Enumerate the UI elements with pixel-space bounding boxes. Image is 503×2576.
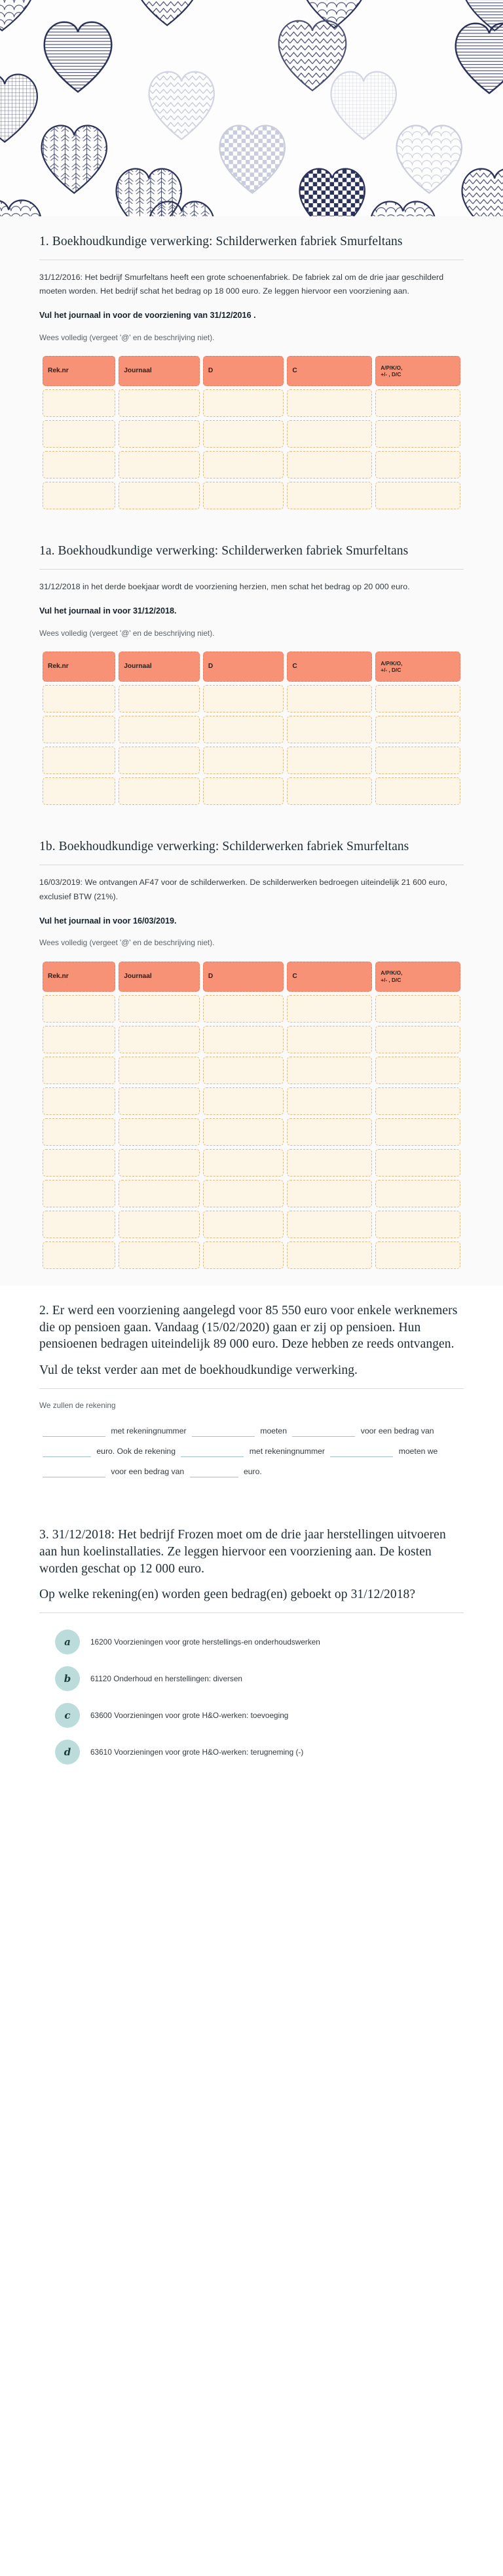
journal-row xyxy=(43,451,460,478)
journal-input-cell[interactable] xyxy=(287,777,372,805)
journal-body-1b xyxy=(43,995,460,1269)
section-2-instruction: Vul de tekst verder aan met de boekhoudkundige verwerking. xyxy=(39,1363,358,1378)
section-3-question: Op welke rekening(en) worden geen bedrag(en) geboekt op 31/12/2018? xyxy=(39,1588,416,1602)
apko-line-2: +/- , D/C xyxy=(381,371,401,378)
journal-body-1 xyxy=(43,389,460,509)
journal-table-1 xyxy=(39,353,464,513)
blank-input-7[interactable] xyxy=(43,1466,105,1477)
journal-input-cell[interactable] xyxy=(43,685,115,712)
journal-input-cell[interactable] xyxy=(375,1087,460,1115)
journal-input-cell[interactable] xyxy=(287,1149,372,1177)
decorative-heart-banner xyxy=(0,0,503,216)
journal-input-cell[interactable] xyxy=(119,1057,200,1084)
section-1b-body: 16/03/2019: We ontvangen AF47 voor de schilderwerken. De schilderwerken bedroegen uiteindelijk 21 600 euro, exclusief BTW (21%). xyxy=(39,878,447,901)
fill-in-the-blank-text xyxy=(39,1421,464,1482)
journal-input-cell[interactable] xyxy=(203,1118,284,1146)
blank-input-4[interactable] xyxy=(43,1446,91,1457)
journal-input-cell[interactable] xyxy=(375,685,460,712)
fill-part-7: voor een bedrag van xyxy=(111,1466,185,1476)
section-1b-title: 1b. Boekhoudkundige verwerking: Schilderwerken fabriek Smurfeltans xyxy=(39,840,409,854)
journal-input-cell[interactable] xyxy=(203,389,284,417)
option-letter-badge: b xyxy=(55,1666,80,1691)
journal-input-cell[interactable] xyxy=(375,451,460,478)
divider xyxy=(39,1388,464,1389)
journal-row xyxy=(43,685,460,712)
journal-input-cell[interactable] xyxy=(43,1211,115,1238)
column-header-journaal: Journaal xyxy=(119,356,200,386)
column-header-apko xyxy=(375,962,460,992)
journal-input-cell[interactable] xyxy=(119,1180,200,1207)
journal-input-cell[interactable] xyxy=(203,1026,284,1053)
divider xyxy=(39,1612,464,1613)
journal-input-cell[interactable] xyxy=(43,420,115,448)
answer-option-b[interactable] xyxy=(39,1660,464,1697)
journal-input-cell[interactable] xyxy=(203,995,284,1023)
section-3 xyxy=(0,1510,503,1794)
option-label: 63610 Voorzieningen voor grote H&O-werken: terugneming (-) xyxy=(90,1747,304,1757)
journal-input-cell[interactable] xyxy=(203,420,284,448)
journal-input-cell[interactable] xyxy=(119,685,200,712)
journal-input-cell[interactable] xyxy=(375,747,460,774)
section-1a xyxy=(0,526,503,821)
section-1-hint: Wees volledig (vergeet '@' en de beschrijving niet). xyxy=(39,332,215,342)
journal-input-cell[interactable] xyxy=(203,1211,284,1238)
journal-input-cell[interactable] xyxy=(43,1149,115,1177)
column-header-reknr: Rek.nr xyxy=(43,356,115,386)
journal-input-cell[interactable] xyxy=(119,420,200,448)
blank-input-5[interactable] xyxy=(181,1446,244,1457)
blank-input-1[interactable] xyxy=(43,1426,105,1437)
journal-input-cell[interactable] xyxy=(203,1241,284,1269)
section-3-title: 3. 31/12/2018: Het bedrijf Frozen moet om de drie jaar herstellingen uitvoeren aan hun koelinstallaties. Ze leggen hiervoor een voorziening aan. De kosten worden geschat op 12 000 euro. xyxy=(39,1528,446,1576)
journal-input-cell[interactable] xyxy=(43,777,115,805)
journal-row xyxy=(43,1149,460,1177)
column-header-apko xyxy=(375,356,460,386)
journal-header-row xyxy=(43,356,460,386)
journal-input-cell[interactable] xyxy=(119,995,200,1023)
section-1-title: 1. Boekhoudkundige verwerking: Schilderwerken fabriek Smurfeltans xyxy=(39,235,403,248)
journal-header-row xyxy=(43,962,460,992)
option-label: 16200 Voorzieningen voor grote herstellings-en onderhoudswerken xyxy=(90,1637,320,1647)
column-header-d: D xyxy=(203,356,284,386)
section-1b-instruction: Vul het journaal in voor 16/03/2019. xyxy=(39,916,177,926)
fill-part-6: moeten we xyxy=(398,1446,438,1456)
journal-input-cell[interactable] xyxy=(43,1118,115,1146)
section-2-title: 2. Er werd een voorziening aangelegd voor 85 550 euro voor enkele werknemers die op pensioen gaan. Vandaag (15/02/2020) gaan er zij op pensioen. Hun pensioenen bedragen uiteindelijk 89 000 euro. Deze hebben ze reeds ontvangen. xyxy=(39,1303,458,1352)
journal-input-cell[interactable] xyxy=(119,747,200,774)
section-1a-body: 31/12/2018 in het derde boekjaar wordt de voorziening herzien, men schat het bedrag op 20 000 euro. xyxy=(39,582,410,592)
journal-input-cell[interactable] xyxy=(375,482,460,509)
journal-row xyxy=(43,1087,460,1115)
apko-line-1: A/P/K/O, xyxy=(381,364,403,371)
journal-row xyxy=(43,777,460,805)
journal-input-cell[interactable] xyxy=(43,716,115,743)
column-header-d: D xyxy=(203,652,284,682)
journal-input-cell[interactable] xyxy=(119,451,200,478)
apko-line-1: A/P/K/O, xyxy=(381,969,403,977)
apko-line-2: +/- , D/C xyxy=(381,976,401,983)
journal-input-cell[interactable] xyxy=(287,482,372,509)
journal-row xyxy=(43,1241,460,1269)
column-header-reknr: Rek.nr xyxy=(43,652,115,682)
section-1b xyxy=(0,821,503,1285)
journal-row xyxy=(43,716,460,743)
journal-input-cell[interactable] xyxy=(287,389,372,417)
answer-option-a[interactable] xyxy=(39,1624,464,1660)
fill-part-5: met rekeningnummer xyxy=(249,1446,325,1456)
journal-input-cell[interactable] xyxy=(119,777,200,805)
option-label: 63600 Voorzieningen voor grote H&O-werken: toevoeging xyxy=(90,1710,289,1720)
fill-part-4: euro. Ook de rekening xyxy=(96,1446,176,1456)
journal-input-cell[interactable] xyxy=(43,1180,115,1207)
journal-input-cell[interactable] xyxy=(43,1057,115,1084)
journal-input-cell[interactable] xyxy=(287,420,372,448)
journal-input-cell[interactable] xyxy=(375,1026,460,1053)
journal-input-cell[interactable] xyxy=(119,482,200,509)
journal-body-1a xyxy=(43,685,460,805)
journal-input-cell[interactable] xyxy=(375,1057,460,1084)
column-header-journaal: Journaal xyxy=(119,652,200,682)
journal-row xyxy=(43,995,460,1023)
column-header-journaal: Journaal xyxy=(119,962,200,992)
journal-row xyxy=(43,420,460,448)
journal-input-cell[interactable] xyxy=(119,1118,200,1146)
journal-row xyxy=(43,482,460,509)
journal-input-cell[interactable] xyxy=(43,1087,115,1115)
journal-input-cell[interactable] xyxy=(287,1118,372,1146)
journal-input-cell[interactable] xyxy=(203,1057,284,1084)
blank-input-6[interactable] xyxy=(330,1446,393,1457)
journal-row xyxy=(43,1180,460,1207)
journal-input-cell[interactable] xyxy=(287,451,372,478)
journal-input-cell[interactable] xyxy=(43,747,115,774)
fill-part-8: euro. xyxy=(243,1466,262,1476)
journal-input-cell[interactable] xyxy=(375,1241,460,1269)
column-header-apko xyxy=(375,652,460,682)
section-1 xyxy=(0,216,503,526)
section-1a-title: 1a. Boekhoudkundige verwerking: Schilderwerken fabriek Smurfeltans xyxy=(39,544,409,558)
journal-input-cell[interactable] xyxy=(203,685,284,712)
column-header-reknr: Rek.nr xyxy=(43,962,115,992)
column-header-d: D xyxy=(203,962,284,992)
journal-input-cell[interactable] xyxy=(375,1180,460,1207)
divider xyxy=(39,569,464,570)
journal-input-cell[interactable] xyxy=(375,1118,460,1146)
apko-line-2: +/- , D/C xyxy=(381,667,401,674)
blank-input-3[interactable] xyxy=(292,1426,355,1437)
journal-row xyxy=(43,1026,460,1053)
journal-input-cell[interactable] xyxy=(287,1211,372,1238)
journal-input-cell[interactable] xyxy=(119,1241,200,1269)
journal-input-cell[interactable] xyxy=(43,482,115,509)
journal-input-cell[interactable] xyxy=(43,1026,115,1053)
journal-input-cell[interactable] xyxy=(287,685,372,712)
journal-row xyxy=(43,1211,460,1238)
blank-input-8[interactable] xyxy=(190,1466,238,1477)
journal-input-cell[interactable] xyxy=(287,1180,372,1207)
section-1-instruction: Vul het journaal in voor de voorziening van 31/12/2016 . xyxy=(39,311,256,321)
journal-input-cell[interactable] xyxy=(287,1057,372,1084)
journal-input-cell[interactable] xyxy=(203,747,284,774)
journal-header-row xyxy=(43,652,460,682)
section-1a-hint: Wees volledig (vergeet '@' en de beschrijving niet). xyxy=(39,628,215,638)
journal-input-cell[interactable] xyxy=(119,389,200,417)
journal-input-cell[interactable] xyxy=(287,1087,372,1115)
column-header-c: C xyxy=(287,356,372,386)
journal-input-cell[interactable] xyxy=(375,716,460,743)
apko-line-1: A/P/K/O, xyxy=(381,659,403,667)
answer-options-list xyxy=(39,1624,464,1770)
journal-input-cell[interactable] xyxy=(203,716,284,743)
journal-table-1b xyxy=(39,958,464,1272)
journal-input-cell[interactable] xyxy=(119,716,200,743)
journal-input-cell[interactable] xyxy=(287,995,372,1023)
journal-input-cell[interactable] xyxy=(203,451,284,478)
journal-table-1a xyxy=(39,648,464,808)
journal-input-cell[interactable] xyxy=(119,1087,200,1115)
section-2-lead: We zullen de rekening xyxy=(39,1400,116,1410)
journal-row xyxy=(43,1118,460,1146)
journal-input-cell[interactable] xyxy=(43,451,115,478)
journal-input-cell[interactable] xyxy=(43,389,115,417)
fill-part-1: met rekeningnummer xyxy=(111,1426,187,1435)
answer-option-d[interactable] xyxy=(39,1734,464,1770)
journal-input-cell[interactable] xyxy=(375,389,460,417)
option-letter-badge: c xyxy=(55,1703,80,1728)
fill-part-3: voor een bedrag van xyxy=(360,1426,434,1435)
journal-input-cell[interactable] xyxy=(119,1211,200,1238)
journal-input-cell[interactable] xyxy=(203,1087,284,1115)
journal-input-cell[interactable] xyxy=(287,1026,372,1053)
journal-input-cell[interactable] xyxy=(287,716,372,743)
journal-input-cell[interactable] xyxy=(375,995,460,1023)
journal-input-cell[interactable] xyxy=(203,482,284,509)
journal-input-cell[interactable] xyxy=(119,1026,200,1053)
journal-input-cell[interactable] xyxy=(43,995,115,1023)
section-1a-instruction: Vul het journaal in voor 31/12/2018. xyxy=(39,606,177,616)
option-letter-badge: d xyxy=(55,1740,80,1765)
journal-row xyxy=(43,747,460,774)
answer-option-c[interactable] xyxy=(39,1697,464,1734)
journal-input-cell[interactable] xyxy=(287,747,372,774)
option-label: 61120 Onderhoud en herstellingen: diversen xyxy=(90,1673,242,1683)
journal-row xyxy=(43,1057,460,1084)
section-1b-hint: Wees volledig (vergeet '@' en de beschrijving niet). xyxy=(39,938,215,948)
fill-part-2: moeten xyxy=(260,1426,287,1435)
option-letter-badge: a xyxy=(55,1630,80,1654)
blank-input-2[interactable] xyxy=(192,1426,255,1437)
journal-input-cell[interactable] xyxy=(375,420,460,448)
section-1-body: 31/12/2016: Het bedrijf Smurfeltans heeft een grote schoenenfabriek. De fabriek zal om de drie jaar geschilderd moeten worden. Het bedrijf schat het bedrag op 18 000 euro. Ze leggen hiervoor een voorziening aan. xyxy=(39,272,444,296)
journal-input-cell[interactable] xyxy=(203,777,284,805)
column-header-c: C xyxy=(287,652,372,682)
journal-input-cell[interactable] xyxy=(287,1241,372,1269)
section-2 xyxy=(0,1285,503,1510)
journal-input-cell[interactable] xyxy=(375,1211,460,1238)
column-header-c: C xyxy=(287,962,372,992)
journal-input-cell[interactable] xyxy=(43,1241,115,1269)
journal-input-cell[interactable] xyxy=(375,777,460,805)
journal-input-cell[interactable] xyxy=(119,1149,200,1177)
journal-input-cell[interactable] xyxy=(375,1149,460,1177)
journal-row xyxy=(43,389,460,417)
journal-input-cell[interactable] xyxy=(203,1180,284,1207)
journal-input-cell[interactable] xyxy=(203,1149,284,1177)
